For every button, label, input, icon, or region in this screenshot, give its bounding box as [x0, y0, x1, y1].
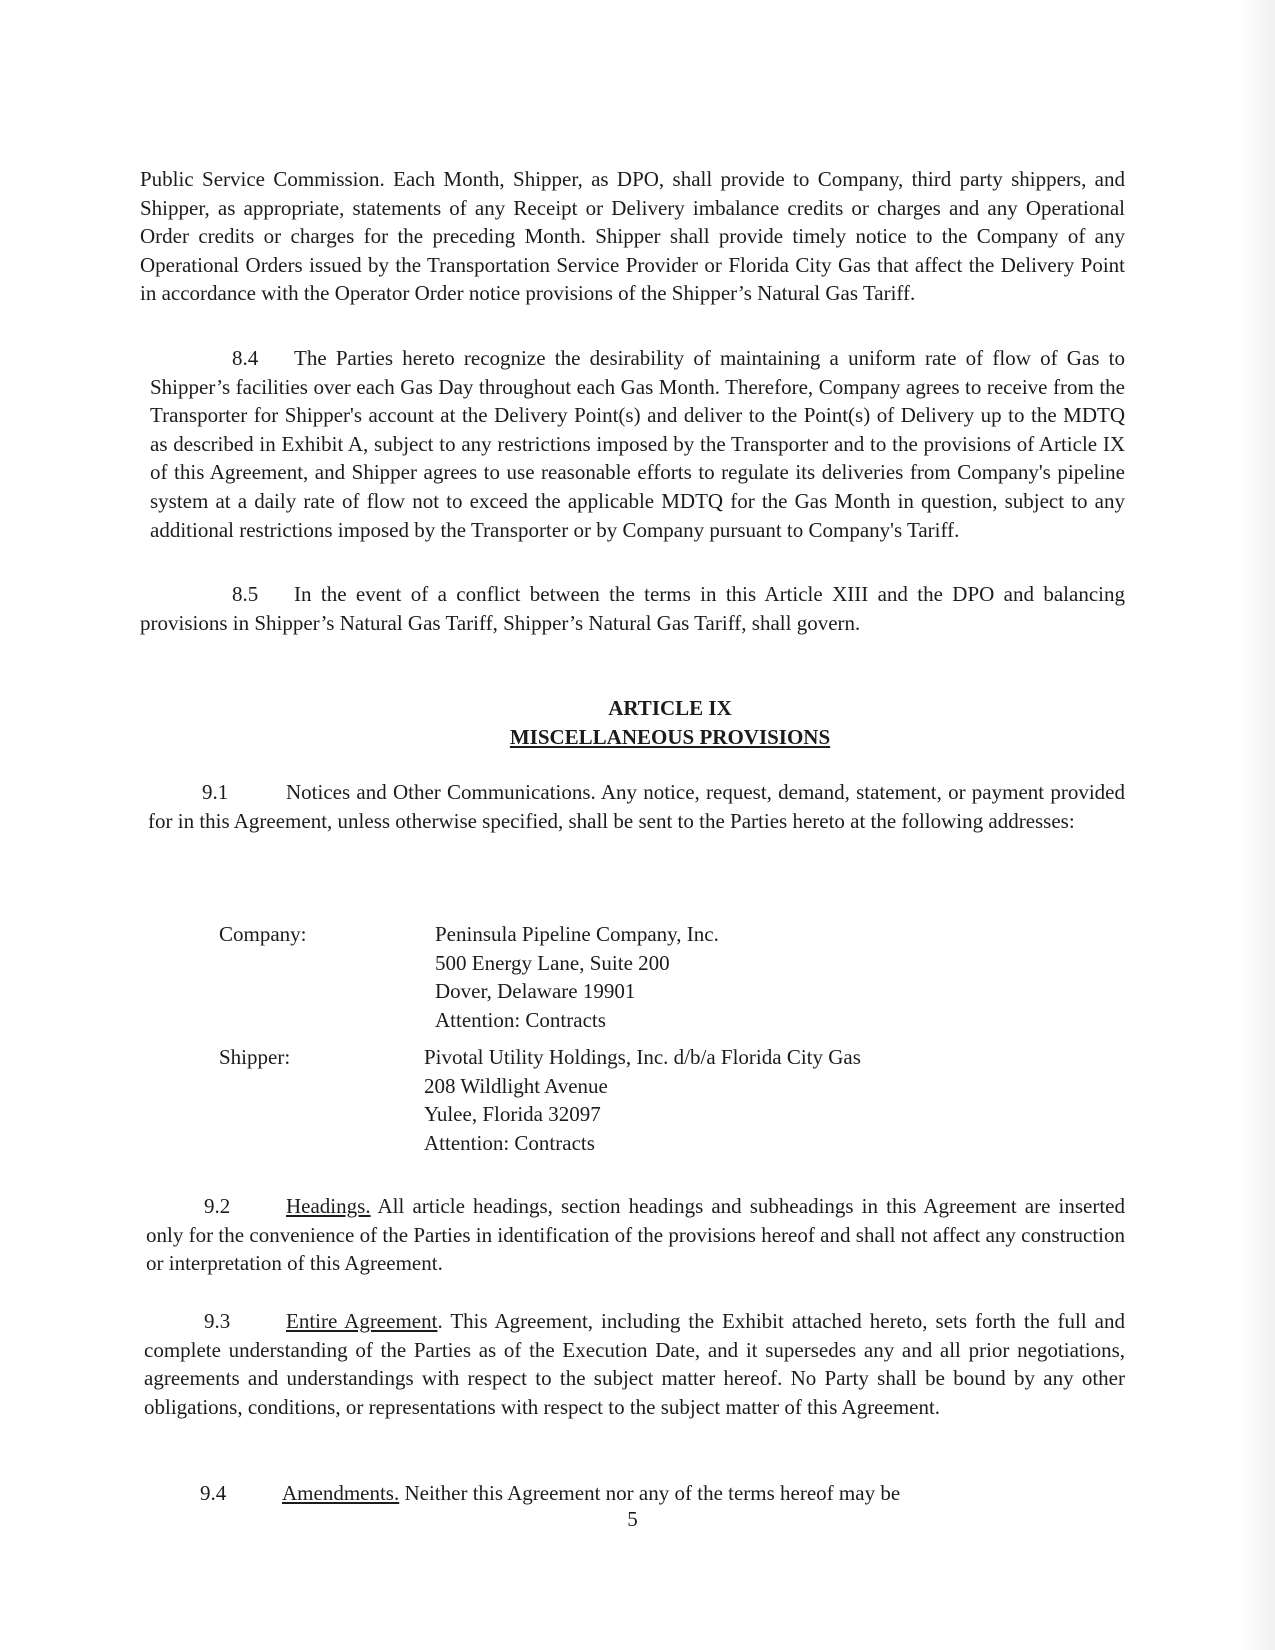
- address-line: Peninsula Pipeline Company, Inc.: [435, 922, 719, 946]
- paragraph-continuation: [140, 165, 1125, 308]
- section-number: 9.3: [204, 1309, 231, 1333]
- section-number: 9.1: [202, 780, 229, 804]
- section-text: Notices and Other Communications. Any notice, request, demand, statement, or payment provided for in this Agreement, unless otherwise specified, shall be sent to the Parties hereto at the following addresses:: [148, 780, 1125, 833]
- section-9-3: [144, 1307, 1125, 1421]
- address-line: 500 Energy Lane, Suite 200: [435, 950, 670, 975]
- paragraph-text: Public Service Commission. Each Month, Shipper, as DPO, shall provide to Company, third party shippers, and Shipper, as appropriate, statements of any Receipt or Delivery imbalance credits or charges and any Operational Order credits or charges for the preceding Month. Shipper shall provide timely notice to the Company of any Operational Orders issued by the Transportation Service Provider or Florida City Gas that affect the Delivery Point in accordance with the Operator Order notice provisions of the Shipper’s Natural Gas Tariff.: [140, 167, 1125, 306]
- section-text: Neither this Agreement nor any of the terms hereof may be: [399, 1481, 901, 1505]
- section-9-4: [200, 1479, 900, 1508]
- section-9-2: [146, 1192, 1125, 1278]
- shipper-address: [424, 1043, 861, 1157]
- address-line: 208 Wildlight Avenue: [424, 1073, 608, 1098]
- section-number: 9.4: [200, 1481, 227, 1505]
- section-text: All article headings, section headings and subheadings in this Agreement are inserted only for the convenience of the Parties in identification of the provisions hereof and shall not affect any construction or interpretation of this Agreement.: [146, 1194, 1125, 1276]
- section-8-4: [150, 344, 1125, 544]
- address-line: Attention: Contracts: [424, 1130, 595, 1155]
- page-edge-shadow: [1241, 0, 1275, 1650]
- article-heading: [400, 694, 940, 751]
- page-number: 5: [627, 1507, 638, 1531]
- section-number: 9.2: [204, 1194, 231, 1218]
- address-line: Attention: Contracts: [435, 1007, 606, 1032]
- company-address: [435, 920, 719, 1034]
- company-label: Company:: [219, 922, 307, 946]
- address-line: Dover, Delaware 19901: [435, 979, 636, 1004]
- address-line: Yulee, Florida 32097: [424, 1102, 601, 1127]
- section-heading: Amendments.: [282, 1481, 400, 1505]
- section-number: 8.5: [232, 582, 259, 606]
- section-text: . This Agreement, including the Exhibit attached hereto, sets forth the full and complete understanding of the Parties as of the Execution Date, and it supersedes any and all prior negotiations, agreements and understandings with respect to the subject matter hereof. No Party shall be bound by any other obligations, conditions, or representations with respect to the subject matter of this Agreement.: [144, 1309, 1125, 1419]
- section-text: The Parties hereto recognize the desirability of maintaining a uniform rate of flow of Gas to Shipper’s facilities over each Gas Day throughout each Gas Month. Therefore, Company agrees to receive from the Transporter for Shipper's account at the Delivery Point(s) and deliver to the Point(s) of Delivery up to the MDTQ as described in Exhibit A, subject to any restrictions imposed by the Transporter and to the provisions of Article IX of this Agreement, and Shipper agrees to use reasonable efforts to regulate its deliveries from Company's pipeline system at a daily rate of flow not to exceed the applicable MDTQ for the Gas Month in question, subject to any additional restrictions imposed by the Transporter or by Company pursuant to Company's Tariff.: [150, 346, 1125, 542]
- article-number: ARTICLE IX: [608, 696, 732, 720]
- section-heading: Entire Agreement: [286, 1309, 438, 1333]
- section-number: 8.4: [232, 346, 259, 370]
- section-heading: Headings.: [286, 1194, 371, 1218]
- shipper-label: Shipper:: [219, 1045, 291, 1069]
- section-9-1: [148, 778, 1125, 835]
- address-line: Pivotal Utility Holdings, Inc. d/b/a Florida City Gas: [424, 1045, 861, 1069]
- section-8-5: [140, 580, 1125, 637]
- section-text: In the event of a conflict between the terms in this Article XIII and the DPO and balancing provisions in Shipper’s Natural Gas Tariff, Shipper’s Natural Gas Tariff, shall govern.: [140, 582, 1125, 635]
- article-title: MISCELLANEOUS PROVISIONS: [509, 724, 831, 749]
